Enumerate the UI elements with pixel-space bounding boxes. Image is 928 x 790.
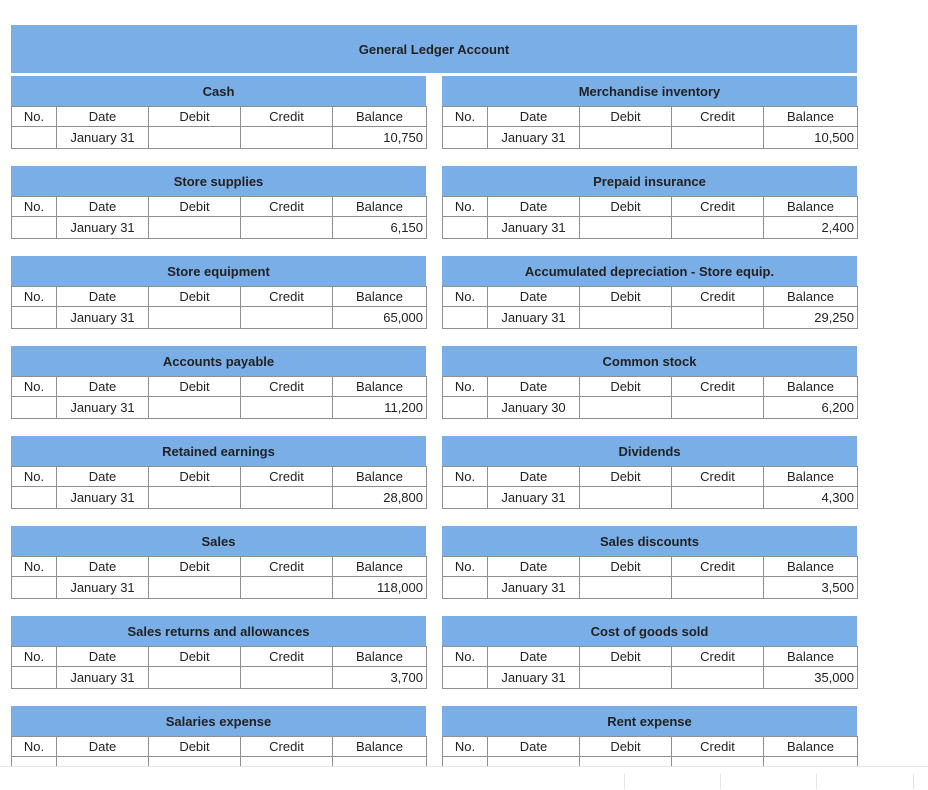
no-header: No. [443, 197, 488, 217]
account-title-text: Store supplies [173, 173, 264, 189]
debit-cell[interactable] [149, 397, 241, 419]
credit-header: Credit [241, 737, 333, 757]
balance-header: Balance [764, 377, 858, 397]
balance-cell[interactable]: 2,400 [764, 217, 858, 239]
credit-cell[interactable] [241, 217, 333, 239]
debit-header: Debit [149, 647, 241, 667]
balance-cell[interactable]: 10,750 [333, 127, 427, 149]
credit-header: Credit [672, 287, 764, 307]
credit-cell[interactable] [672, 667, 764, 689]
account-cash [11, 76, 426, 149]
account-store-equipment [11, 256, 426, 329]
credit-cell[interactable] [241, 397, 333, 419]
no-header: No. [12, 467, 57, 487]
credit-cell[interactable] [241, 307, 333, 329]
date-cell[interactable]: January 31 [57, 397, 149, 419]
no-header: No. [443, 107, 488, 127]
credit-cell[interactable] [672, 307, 764, 329]
header-row [443, 107, 858, 127]
header-row [443, 467, 858, 487]
debit-header: Debit [149, 737, 241, 757]
no-header: No. [443, 287, 488, 307]
credit-cell[interactable] [672, 487, 764, 509]
table-row [12, 397, 427, 419]
page-title: General Ledger Account [358, 41, 510, 57]
account-title [442, 256, 857, 286]
date-header: Date [488, 287, 580, 307]
balance-header: Balance [764, 647, 858, 667]
no-cell[interactable] [12, 667, 57, 689]
no-header: No. [443, 467, 488, 487]
account-merchandise-inventory [442, 76, 857, 149]
no-cell[interactable] [443, 307, 488, 329]
debit-header: Debit [149, 557, 241, 577]
account-title [442, 706, 857, 736]
date-cell[interactable]: January 31 [57, 487, 149, 509]
ledger-table [442, 196, 858, 239]
cutoff-cell [720, 774, 817, 789]
balance-header: Balance [764, 737, 858, 757]
date-header: Date [57, 647, 149, 667]
credit-header: Credit [672, 107, 764, 127]
table-row [443, 667, 858, 689]
account-retained-earnings [11, 436, 426, 509]
no-cell[interactable] [12, 577, 57, 599]
debit-header: Debit [580, 557, 672, 577]
balance-cell[interactable]: 6,150 [333, 217, 427, 239]
header-row [12, 107, 427, 127]
debit-cell[interactable] [149, 217, 241, 239]
debit-cell[interactable] [580, 487, 672, 509]
debit-cell[interactable] [580, 127, 672, 149]
no-cell[interactable] [443, 667, 488, 689]
date-header: Date [57, 737, 149, 757]
account-title-text: Retained earnings [162, 443, 275, 459]
credit-header: Credit [241, 107, 333, 127]
debit-cell[interactable] [149, 127, 241, 149]
ledger-table [442, 556, 858, 599]
account-title-text: Accounts payable [162, 353, 275, 369]
ledger-table [11, 646, 427, 689]
credit-cell[interactable] [241, 127, 333, 149]
balance-header: Balance [333, 557, 427, 577]
debit-cell[interactable] [149, 577, 241, 599]
ledger-table [11, 196, 427, 239]
ledger-table [442, 466, 858, 509]
credit-header: Credit [672, 647, 764, 667]
no-cell[interactable] [12, 307, 57, 329]
account-cost-of-goods-sold [442, 616, 857, 689]
account-title [442, 166, 857, 196]
account-title [11, 526, 426, 556]
debit-header: Debit [580, 737, 672, 757]
no-header: No. [443, 377, 488, 397]
date-header: Date [488, 647, 580, 667]
account-title-text: Cash [202, 83, 235, 99]
date-cell[interactable]: January 31 [488, 307, 580, 329]
account-accumulated-depreciation-store-equip [442, 256, 857, 329]
table-row [12, 217, 427, 239]
account-title [442, 76, 857, 106]
date-cell[interactable]: January 31 [488, 577, 580, 599]
account-sales [11, 526, 426, 599]
no-cell[interactable] [12, 127, 57, 149]
ledger-table [11, 376, 427, 419]
table-row [12, 667, 427, 689]
no-header: No. [12, 287, 57, 307]
table-row [443, 307, 858, 329]
date-cell[interactable]: January 31 [57, 667, 149, 689]
credit-header: Credit [672, 467, 764, 487]
debit-header: Debit [580, 287, 672, 307]
account-title [11, 346, 426, 376]
account-dividends [442, 436, 857, 509]
header-row [12, 647, 427, 667]
header-row [12, 377, 427, 397]
debit-header: Debit [580, 467, 672, 487]
balance-cell[interactable]: 10,500 [764, 127, 858, 149]
cutoff-cell [624, 774, 721, 789]
account-prepaid-insurance [442, 166, 857, 239]
account-title [11, 706, 426, 736]
date-header: Date [488, 467, 580, 487]
debit-header: Debit [149, 197, 241, 217]
table-row [443, 127, 858, 149]
date-header: Date [488, 197, 580, 217]
date-header: Date [57, 287, 149, 307]
no-cell[interactable] [443, 577, 488, 599]
date-header: Date [57, 557, 149, 577]
credit-cell[interactable] [672, 397, 764, 419]
credit-cell[interactable] [241, 487, 333, 509]
no-header: No. [12, 557, 57, 577]
no-header: No. [12, 197, 57, 217]
debit-header: Debit [149, 377, 241, 397]
debit-cell[interactable] [580, 307, 672, 329]
debit-header: Debit [580, 647, 672, 667]
debit-header: Debit [149, 107, 241, 127]
debit-header: Debit [580, 107, 672, 127]
cutoff-cell [816, 774, 914, 789]
credit-header: Credit [672, 557, 764, 577]
header-row [443, 737, 858, 757]
date-header: Date [488, 737, 580, 757]
debit-header: Debit [580, 197, 672, 217]
account-title-text: Sales [201, 533, 236, 549]
ledger-table [442, 376, 858, 419]
header-row [443, 287, 858, 307]
credit-header: Credit [241, 557, 333, 577]
credit-header: Credit [672, 197, 764, 217]
balance-header: Balance [764, 107, 858, 127]
date-header: Date [57, 467, 149, 487]
no-cell[interactable] [12, 487, 57, 509]
balance-cell[interactable]: 3,500 [764, 577, 858, 599]
no-cell[interactable] [12, 217, 57, 239]
account-title [11, 256, 426, 286]
account-sales-returns-and-allowances [11, 616, 426, 689]
balance-header: Balance [333, 107, 427, 127]
account-sales-discounts [442, 526, 857, 599]
header-row [12, 287, 427, 307]
balance-cell[interactable]: 28,800 [333, 487, 427, 509]
ledger-table [11, 466, 427, 509]
credit-header: Credit [241, 287, 333, 307]
balance-header: Balance [333, 197, 427, 217]
account-title-text: Cost of goods sold [590, 623, 709, 639]
no-header: No. [12, 377, 57, 397]
account-title-text: Common stock [602, 353, 697, 369]
account-common-stock [442, 346, 857, 419]
account-title-text: Salaries expense [165, 713, 272, 729]
balance-header: Balance [333, 647, 427, 667]
credit-cell[interactable] [241, 577, 333, 599]
debit-header: Debit [149, 287, 241, 307]
debit-cell[interactable] [580, 577, 672, 599]
balance-header: Balance [764, 287, 858, 307]
account-title [11, 166, 426, 196]
account-store-supplies [11, 166, 426, 239]
date-cell[interactable]: January 31 [488, 487, 580, 509]
no-cell[interactable] [12, 397, 57, 419]
ledger-table [11, 286, 427, 329]
header-row [12, 197, 427, 217]
date-cell[interactable]: January 30 [488, 397, 580, 419]
header-row [443, 197, 858, 217]
date-cell[interactable]: January 31 [488, 667, 580, 689]
no-header: No. [443, 557, 488, 577]
credit-cell[interactable] [672, 127, 764, 149]
account-title [11, 76, 426, 106]
balance-cell[interactable]: 11,200 [333, 397, 427, 419]
credit-header: Credit [672, 377, 764, 397]
date-cell[interactable]: January 31 [488, 217, 580, 239]
debit-cell[interactable] [149, 667, 241, 689]
header-row [443, 557, 858, 577]
no-cell[interactable] [443, 397, 488, 419]
date-cell[interactable]: January 31 [57, 127, 149, 149]
credit-cell[interactable] [672, 217, 764, 239]
debit-cell[interactable] [580, 217, 672, 239]
no-header: No. [12, 107, 57, 127]
table-row [443, 577, 858, 599]
date-header: Date [57, 197, 149, 217]
date-cell[interactable]: January 31 [57, 217, 149, 239]
date-header: Date [488, 377, 580, 397]
ledger-banner [11, 25, 857, 73]
balance-header: Balance [333, 377, 427, 397]
account-title-text: Dividends [618, 443, 681, 459]
debit-cell[interactable] [580, 397, 672, 419]
balance-cell[interactable]: 65,000 [333, 307, 427, 329]
table-row [443, 397, 858, 419]
debit-header: Debit [580, 377, 672, 397]
account-title-text: Accumulated depreciation - Store equip. [524, 263, 775, 279]
balance-header: Balance [333, 287, 427, 307]
account-title-text: Prepaid insurance [593, 173, 706, 189]
debit-cell[interactable] [580, 667, 672, 689]
no-cell[interactable] [443, 127, 488, 149]
account-title-text: Store equipment [167, 263, 270, 279]
header-row [12, 737, 427, 757]
table-row [12, 487, 427, 509]
balance-header: Balance [764, 467, 858, 487]
balance-cell[interactable]: 118,000 [333, 577, 427, 599]
debit-header: Debit [149, 467, 241, 487]
table-row [12, 127, 427, 149]
date-header: Date [57, 107, 149, 127]
balance-header: Balance [333, 467, 427, 487]
header-row [12, 557, 427, 577]
header-row [443, 647, 858, 667]
balance-header: Balance [764, 557, 858, 577]
credit-header: Credit [241, 377, 333, 397]
table-row [12, 577, 427, 599]
header-row [443, 377, 858, 397]
balance-cell[interactable]: 35,000 [764, 667, 858, 689]
debit-cell[interactable] [149, 307, 241, 329]
balance-header: Balance [333, 737, 427, 757]
no-cell[interactable] [443, 487, 488, 509]
date-cell[interactable]: January 31 [57, 307, 149, 329]
account-title-text: Sales returns and allowances [127, 623, 310, 639]
credit-cell[interactable] [672, 577, 764, 599]
credit-header: Credit [241, 197, 333, 217]
date-header: Date [488, 557, 580, 577]
date-header: Date [57, 377, 149, 397]
account-title-text: Rent expense [607, 713, 692, 729]
account-accounts-payable [11, 346, 426, 419]
no-header: No. [12, 647, 57, 667]
credit-header: Credit [241, 467, 333, 487]
ledger-table [442, 286, 858, 329]
account-title [442, 616, 857, 646]
credit-cell[interactable] [241, 667, 333, 689]
table-row [443, 217, 858, 239]
header-row [12, 467, 427, 487]
account-title [442, 346, 857, 376]
credit-header: Credit [241, 647, 333, 667]
balance-cell[interactable]: 4,300 [764, 487, 858, 509]
credit-header: Credit [672, 737, 764, 757]
ledger-table [11, 556, 427, 599]
account-title-text: Merchandise inventory [578, 83, 721, 99]
no-cell[interactable] [443, 217, 488, 239]
balance-cell[interactable]: 6,200 [764, 397, 858, 419]
ledger-table [11, 106, 427, 149]
debit-cell[interactable] [149, 487, 241, 509]
balance-header: Balance [764, 197, 858, 217]
account-title [442, 436, 857, 466]
date-header: Date [488, 107, 580, 127]
ledger-table [442, 646, 858, 689]
account-title [11, 616, 426, 646]
account-title [442, 526, 857, 556]
date-cell[interactable]: January 31 [57, 577, 149, 599]
no-header: No. [443, 737, 488, 757]
no-header: No. [443, 647, 488, 667]
ledger-table [442, 106, 858, 149]
balance-cell[interactable]: 29,250 [764, 307, 858, 329]
table-row [12, 307, 427, 329]
balance-cell[interactable]: 3,700 [333, 667, 427, 689]
account-title-text: Sales discounts [600, 533, 699, 549]
no-header: No. [12, 737, 57, 757]
account-title [11, 436, 426, 466]
table-row [443, 487, 858, 509]
date-cell[interactable]: January 31 [488, 127, 580, 149]
